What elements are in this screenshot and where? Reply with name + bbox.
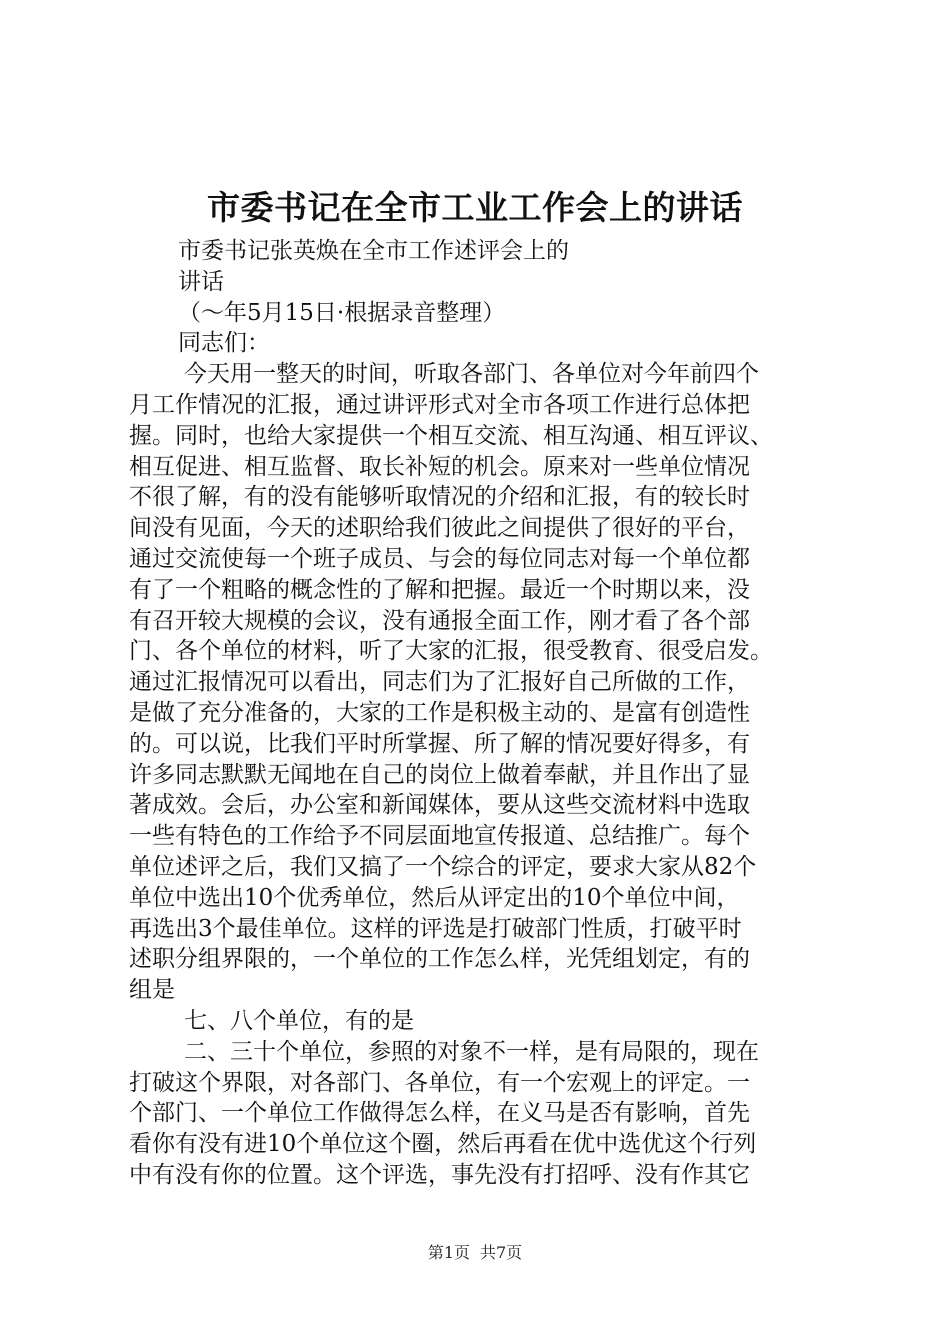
paragraph-line: 再选出3个最佳单位。这样的评选是打破部门性质，打破平时 bbox=[129, 915, 742, 942]
paragraph-line: 的。可以说，比我们平时所掌握、所了解的情况要好得多，有 bbox=[129, 730, 750, 757]
paragraph-line: 间没有见面，今天的述职给我们彼此之间提供了很好的平台， bbox=[129, 515, 750, 542]
salutation: 同志们： bbox=[178, 330, 270, 357]
paragraph-line: 是做了充分准备的，大家的工作是积极主动的、是富有创造性 bbox=[129, 699, 750, 726]
paragraph-line: 有召开较大规模的会议，没有通报全面工作，刚才看了各个部 bbox=[129, 607, 750, 634]
subtitle-line: 讲话 bbox=[178, 268, 224, 295]
page-number-total: 共7页 bbox=[480, 1243, 523, 1262]
paragraph-line: 二、三十个单位，参照的对象不一样，是有局限的，现在 bbox=[184, 1038, 759, 1065]
paragraph-line: 著成效。会后，办公室和新闻媒体，要从这些交流材料中选取 bbox=[129, 792, 750, 819]
date-note: （～年5月15日·根据录音整理） bbox=[178, 299, 506, 326]
document-title: 市委书记在全市工业工作会上的讲话 bbox=[207, 188, 743, 227]
paragraph-line: 通过汇报情况可以看出，同志们为了汇报好自己所做的工作， bbox=[129, 669, 750, 696]
paragraph-line: 不很了解，有的没有能够听取情况的介绍和汇报，有的较长时 bbox=[129, 484, 750, 511]
paragraph-line: 组是 bbox=[129, 977, 175, 1004]
page-number-current: 第1页 bbox=[427, 1243, 470, 1262]
paragraph-line: 相互促进、相互监督、取长补短的机会。原来对一些单位情况 bbox=[129, 453, 750, 480]
subtitle-line: 市委书记张英焕在全市工作述评会上的 bbox=[178, 238, 569, 264]
paragraph-line: 中有没有你的位置。这个评选，事先没有打招呼、没有作其它 bbox=[129, 1161, 750, 1188]
document-body bbox=[129, 236, 849, 1191]
paragraph-line: 今天用一整天的时间，听取各部门、各单位对今年前四个 bbox=[184, 361, 759, 388]
paragraph-line: 门、各个单位的材料，听了大家的汇报，很受教育、很受启发。 bbox=[129, 638, 773, 665]
paragraph-line: 一些有特色的工作给予不同层面地宣传报道、总结推广。每个 bbox=[129, 823, 750, 850]
paragraph-line: 单位述评之后，我们又搞了一个综合的评定，要求大家从82个 bbox=[129, 853, 757, 880]
paragraph-line: 月工作情况的汇报，通过讲评形式对全市各项工作进行总体把 bbox=[129, 391, 750, 418]
paragraph-line: 许多同志默默无闻地在自己的岗位上做着奉献，并且作出了显 bbox=[129, 761, 750, 788]
paragraph-line: 看你有没有进10个单位这个圈，然后再看在优中选优这个行列 bbox=[129, 1131, 757, 1158]
paragraph-line: 握。同时，也给大家提供一个相互交流、相互沟通、相互评议、 bbox=[129, 422, 773, 449]
paragraph-line: 通过交流使每一个班子成员、与会的每位同志对每一个单位都 bbox=[129, 545, 750, 572]
paragraph-line: 述职分组界限的，一个单位的工作怎么样，光凭组划定，有的 bbox=[129, 946, 750, 973]
paragraph-line: 七、八个单位，有的是 bbox=[184, 1007, 414, 1034]
paragraph-line: 有了一个粗略的概念性的了解和把握。最近一个时期以来，没 bbox=[129, 576, 750, 603]
paragraph-line: 个部门、一个单位工作做得怎么样，在义马是否有影响，首先 bbox=[129, 1100, 750, 1127]
page-footer bbox=[0, 1242, 950, 1264]
paragraph-line: 单位中选出10个优秀单位，然后从评定出的10个单位中间， bbox=[129, 884, 740, 911]
paragraph-line: 打破这个界限，对各部门、各单位，有一个宏观上的评定。一 bbox=[129, 1069, 750, 1096]
